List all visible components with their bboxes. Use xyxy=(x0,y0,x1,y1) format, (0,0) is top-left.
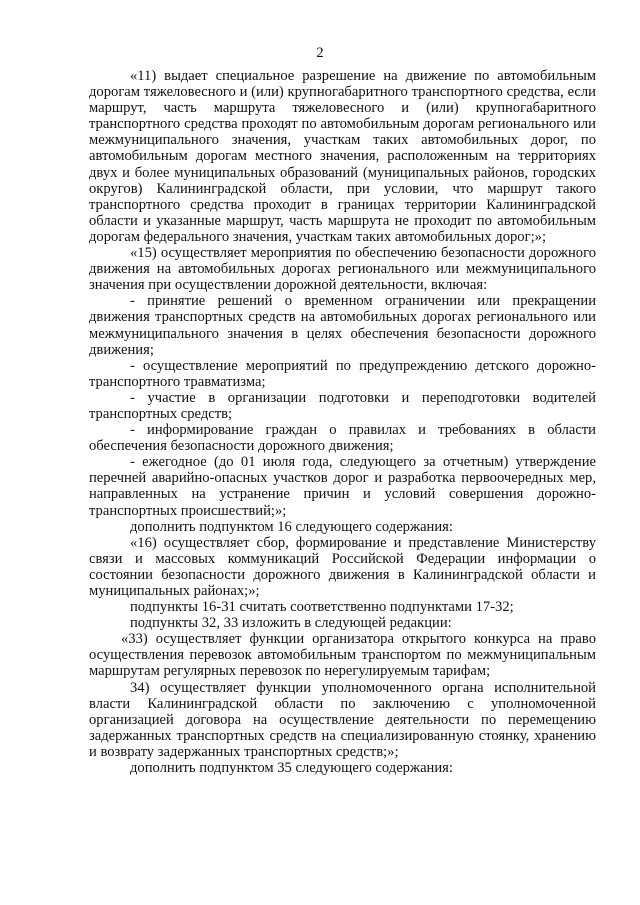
list-item-child-safety: - осуществление мероприятий по предупреждению детского дорожно-транспортного травматизма; xyxy=(89,357,596,390)
paragraph-item-16: «16) осуществляет сбор, формирование и представление Министерству связи и массовых коммуникаций Российской Федерации информации о состоянии безопасности дорожного движения в Калининградской области и муниципальных районах;»; xyxy=(89,534,596,599)
paragraph-renumber: подпункты 16-31 считать соответственно подпунктами 17-32; xyxy=(130,599,514,616)
paragraph-item-15: «15) осуществляет мероприятия по обеспечению безопасности дорожного движения на автомобильных дорогах регионального или межмуниципального значения при осуществлении дорожной деятельности, включая: xyxy=(89,245,596,294)
paragraph-item-34: 34) осуществляет функции уполномоченного органа исполнительной власти Калининградской области по заключению с уполномоченной организацией договора на осуществление деятельности по перемещению задержанных транспортных средств на специализированную стоянку, хранению и возврату задержанных транспортных средств;»; xyxy=(89,679,596,760)
paragraph-add-16: дополнить подпунктом 16 следующего содержания: xyxy=(130,518,453,535)
list-item-informing-citizens: - информирование граждан о правилах и требованиях в области обеспечения безопасности дорожного движения; xyxy=(89,422,596,455)
paragraph-add-35: дополнить подпунктом 35 следующего содержания: xyxy=(130,760,453,777)
document-body xyxy=(89,68,596,776)
paragraph-item-33: «33) осуществляет функции организатора открытого конкурса на право осуществления перевозок автомобильным транспортом по межмуниципальным маршрутам регулярных перевозок по нерегулируемым тарифам; xyxy=(89,631,596,680)
paragraph-item-11: «11) выдает специальное разрешение на движение по автомобильным дорогам тяжеловесного и (или) крупногабаритного транспортного средства, если маршрут, часть маршрута тяжеловесного и (или) крупногабаритного транспортного средства проходят по автомобильным дорогам регионального или межмуниципального значения, участкам таких автомобильных дорог, по автомобильным дорогам местного значения, расположенным на территориях двух и более муниципальных образований (муниципальных районов, городских округов) Калининградской области, при условии, что маршрут такого транспортного средства проходит в границах территории Калининградской области и указанные маршрут, часть маршрута не проходит по автомобильным дорогам федерального значения, участкам таких автомобильных дорог;»; xyxy=(89,68,596,245)
page-number: 2 xyxy=(316,45,324,61)
list-item-driver-training: - участие в организации подготовки и переподготовки водителей транспортных средств; xyxy=(89,389,596,422)
list-item-restrictions: - принятие решений о временном ограничении или прекращении движения транспортных средств на автомобильных дорогах регионального или межмуниципального значения в целях обеспечения безопасности дорожного движения; xyxy=(89,293,596,358)
paragraph-restate: подпункты 32, 33 изложить в следующей редакции: xyxy=(130,615,452,632)
list-item-annual-approval: - ежегодное (до 01 июля года, следующего за отчетным) утверждение перечней аварийно-опасных участков дорог и разработка первоочередных мер, направленных на устранение причин и условий совершения дорожно-транспортных происшествий;»; xyxy=(89,454,596,519)
